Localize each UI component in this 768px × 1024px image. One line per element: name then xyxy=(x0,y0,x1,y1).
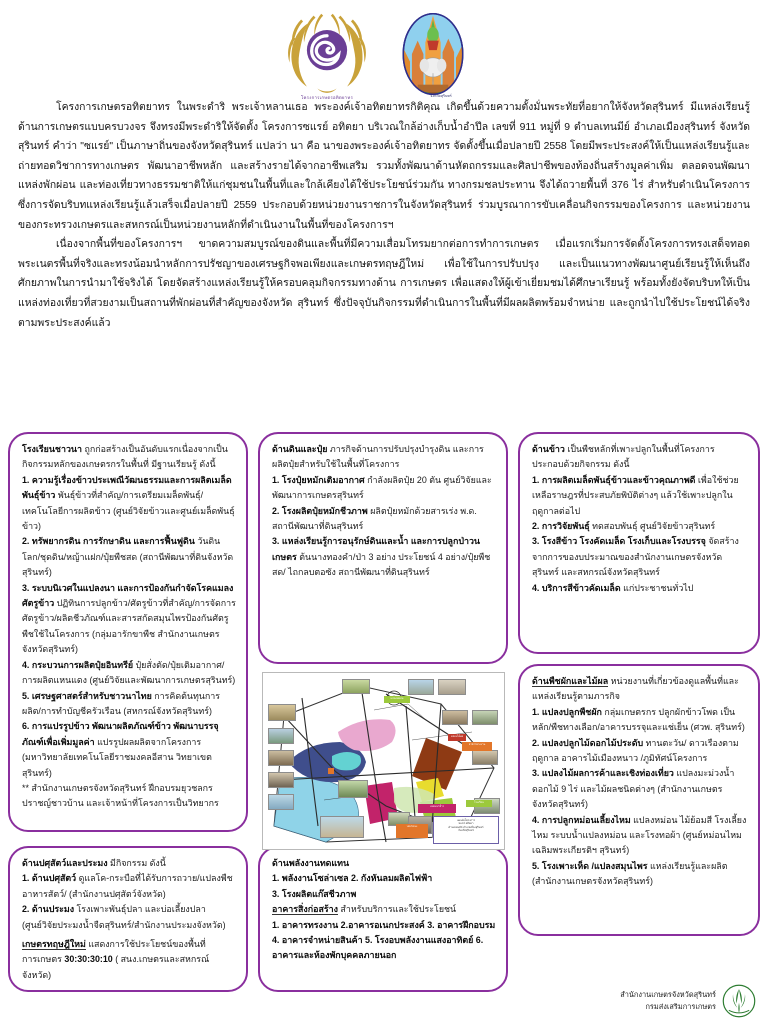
card-plants-item: 2. แปลงปลูกไม้ดอกไม้ประดับ ทานตะวัน/ ดาวเรืองตามฤดูกาล อาคารไม้เมืองหนาว /ภูมิทัศน์โครงการ xyxy=(532,737,739,764)
map-photo-thumbnail xyxy=(442,710,468,725)
map-legend-line3: จังหวัดสุรินทร์ xyxy=(458,829,474,833)
card-plants-title: ด้านพืชผักและไม้ผล xyxy=(532,676,609,686)
card-energy-title-row xyxy=(272,856,496,871)
card-soil-item: 2. โรงผลิตปุ๋ยหมักชีวภาพ ผลิตปุ๋ยหมักด้วยสารเร่ง พ.ด. สถานีพัฒนาที่ดินสุรินทร์ xyxy=(272,505,477,532)
card-livestock-footer: เกษตรทฤษฎีใหม่ แสดงการใช้ประโยชน์ของพื้นที่การเกษตร 30:30:30:10 ( สนง.เกษตรและสหกรณ์จังหวัด) xyxy=(22,939,210,980)
card-rice-item: 3. โรงสีข้าว โรงคัดเมล็ด โรงเก็บและโรงบรรจุ จัดสร้างจากการของบประมาณของสำนักงานเกษตรจังหวัดสุรินทร์ และสหกรณ์จังหวัดสุรินทร์ xyxy=(532,536,739,578)
card-energy-item: 1. พลังงานโซล่าเซล 2. กังหันลมผลิตไฟฟ้า xyxy=(272,873,433,884)
map-photo-thumbnail xyxy=(320,816,364,838)
map-photo-thumbnail xyxy=(342,679,370,694)
map-zone-label: อาคารทรงงาน xyxy=(462,742,492,751)
map-zone-label: แปลงนาข้าว xyxy=(418,804,456,813)
card-livestock-fishery xyxy=(8,846,248,992)
map-legend-line2: ตำบลเทนมีย์ อำเภอเมืองสุรินทร์ xyxy=(448,825,484,829)
map-photo-thumbnail xyxy=(408,679,434,695)
card-energy-subtitle: อาคารสิ่งก่อสร้าง xyxy=(272,904,338,915)
card-rice-item: 4. บริการสีข้าวคัดเมล็ด แก่ประชาชนทั่วไป xyxy=(532,582,694,593)
card-livestock-item: 2. ด้านประมง โรงเพาะพันธุ์ปลา และบ่อเลี้ยงปลา (ศูนย์วิจัยประมงน้ำจืดสุรินทร์/สำนักงานประมงจังหวัด) xyxy=(22,904,226,930)
surin-province-seal xyxy=(393,8,489,100)
map-zone-label: บ่อประมง xyxy=(396,824,428,838)
card-livestock-item: 1. ด้านปศุสัตว์ ดูแลโค-กระบือที่ได้รับการถวาย/แปลงพืชอาหารสัตว์/ (สำนักงานปศุสัตว์จังหวัด) xyxy=(22,873,233,899)
card-school-item: 3. ระบบนิเวศในแปลงนา และการป้องกันกำจัดโรคแมลงศัตรูข้าว ปฏิทินการปลูกข้าว/ศัตรูข้าวที่สำคัญ/การจัดการศัตรูข้าว/ผลิตชีวภัณฑ์และสารสกัดสมุนไพรป้องกันศัตรูพืชใช้ในโครงการ (กลุ่มอารักขาพืช สำนักงานเกษตรจังหวัดสุรินทร์) xyxy=(22,582,236,655)
card-school-lead xyxy=(22,442,236,473)
card-rice-title: ด้านข้าว xyxy=(532,444,565,454)
map-zone-label: แปลงหม่อน xyxy=(384,696,410,703)
intro-paragraph-2: เนื่องจากพื้นที่ของโครงการฯ ขาดความสมบูรณ์ของดินและพื้นที่มีความเสื่อมโทรมยากต่อการทำการเกษตร เมื่อแรกเริ่มการจัดตั้งโครงการทรงเสด็จทอดพระเนตรพื้นที่จริงและทรงน้อมนำหลักการปรัชญาของเศรษฐกิจพอเพียงและเกษตรทฤษฎีใหม่ เพื่อใช้ในการปรับปรุง และเป็นแนวทางพัฒนาศูนย์เรียนรู้ให้เห็นถึงศักยภาพในการนำมาใช้จริงได้ โดยจัดสร้างแหล่งเรียนรู้ให้ครอบคลุมกิจกรรมทางด้าน การเกษตร เพื่อแสดงให้ผู้เข้าเยี่ยมชมได้ศึกษาเรียนรู้ พร้อมทั้งยังจัดบริบทให้เป็นแหล่งท่องเที่ยวที่สวยงามเป็นสถานที่พักผ่อนที่สำคัญของจังหวัด สุรินทร์ ซึ่งปัจจุบันกิจกรรมที่ดำเนินการในพื้นที่มีผลผลิตพร้อมจำหน่าย และถูกนำไปใช้ประโยชน์ได้จริงตามพระประสงค์แล้ว xyxy=(18,239,750,329)
card-rice xyxy=(518,432,760,654)
map-photo-thumbnail xyxy=(472,710,498,725)
card-soil-item: 1. โรงปุ๋ยหมักเติมอากาศ กำลังผลิตปุ๋ย 20 ตัน ศูนย์วิจัยและพัฒนาการเกษตรสุรินทร์ xyxy=(272,474,492,501)
footer xyxy=(620,984,756,1018)
doae-seal xyxy=(722,984,756,1018)
card-plants-item: 1. แปลงปลูกพืชผัก กลุ่มเกษตรกร ปลูกผักข้าวโพด เป็นหลัก/พืชทางเลือก/อาคารบรรจุและแช่เย็น (ศวพ. สุรินทร์) xyxy=(532,706,745,733)
card-rice-item: 1. การผลิตเมล็ดพันธุ์ข้าวและข้าวคุณภาพดี เพื่อใช้ช่วยเหลือราษฎรที่ประสบภัยพิบัติต่างๆ แล้วใช้เพาะปลูกในฤดูกาลต่อไป xyxy=(532,474,739,516)
card-soil-item: 3. แหล่งเรียนรู้การอนุรักษ์ดินและน้ำ และการปลูกป่าวนเกษตร ต้นนางทองคำ/ป่า 3 อย่าง ประโยชน์ 4 อย่าง/ปุ๋ยพืชสด/ ไถกลบตอซัง สถานีพัฒนาที่ดินสุรินทร์ xyxy=(272,536,491,578)
card-school-intro: ถูกก่อสร้างเป็นอันดับแรกเนื่องจากเป็นกิจกรรมหลักของเกษตรกรในพื้นที่ มีฐานเรียนรู้ ดังนี้ xyxy=(22,444,228,470)
card-rice-item: 2. การวิจัยพันธุ์ ทดสอบพันธุ์ ศูนย์วิจัยข้าวสุรินทร์ xyxy=(532,521,716,532)
intro-paragraph-1: โครงการเกษตรอทิตยาทร ในพระดำริ พระเจ้าหลานเธอ พระองค์เจ้าอทิตยาทรกิติคุณ เกิดขึ้นด้วยความตั้งมั่นพระทัยที่อยากให้จังหวัดสุรินทร์ มีแหล่งเรียนรู้ด้านการเกษตรแบบครบวงจร จึงทรงมีพระดำริให้จัดตั้ง โครงการซแรย์ อทิตยา บริเวณใกล้อ่างเก็บน้ำอำปึล เลขที่ 911 หมู่ที่ 9 ตำบลเทนมีย์ อำเภอเมืองสุรินทร์ จังหวัดสุรินทร์ คำว่า "ซแรย์" เป็นภาษาถิ่นของจังหวัดสุรินทร์ แปลว่า นา คือ นาของพระองค์เจ้าอทิตยาทร จัดตั้งขึ้นเมื่อปลายปี 2558 โดยมีพระประสงค์ให้เป็นแหล่งเรียนรู้และถ่ายทอดวิชาการทางเกษตร พัฒนาอาชีพหลัก และสร้างรายได้จากอาชีพเสริม รวมทั้งพัฒนาด้านหัตถกรรมและศิลปาชีพของท้องถิ่นสร้างมูลค่าเพิ่ม ตลอดจนพัฒนาแหล่งพักผ่อน และท่องเที่ยวทางธรรมชาติให้แก่ชุมชนในพื้นที่และใกล้เคียงได้ใช้ประโยชน์ร่วมกัน ทางกรมชลประทาน จึงได้ถวายพื้นที่ 376 ไร่ สำหรับดำเนินโครงการ ซึ่งการจัดบริบทแหล่งเรียนรู้แล้วเสร็จเมื่อปลายปี 2559 ประกอบด้วยหน่วยงานราชการในจังหวัดสุรินทร์ ร่วมบูรณาการขับเคลื่อนกิจกรรมของโครงการ และหน่วยงานของกระทรวงเกษตรและสหกรณ์เป็นหน่วยงานหลักที่ดำเนินงานในพื้นที่ของโครงการฯ xyxy=(18,102,750,231)
introduction-text xyxy=(0,96,768,333)
card-school-item: 2. ทรัพยากรดิน การรักษาดิน และการฟื้นฟูดิน วันดินโลก/ชุดดิน/หญ้าแฝก/ปุ๋ยพืชสด (สถานีพัฒนาที่ดินจังหวัดสุรินทร์) xyxy=(22,536,234,578)
project-emblem xyxy=(279,8,375,100)
map-zone-label: แปลงไม้ผล xyxy=(448,734,466,741)
card-farmer-school xyxy=(8,432,248,832)
map-photo-thumbnail xyxy=(268,728,294,744)
footer-agency xyxy=(620,989,716,1013)
card-vegetables-fruits xyxy=(518,664,760,936)
card-school-note: ** สำนักงานเกษตรจังหวัดสุรินทร์ ฝึกอบรมยุวชลกร ปราชญ์ชาวบ้าน และเจ้าหน้าที่โครงการเป็นวิทยากร xyxy=(22,782,219,809)
card-livestock-title: ด้านปศุสัตว์และประมง xyxy=(22,858,108,868)
card-school-item: 1. ความรู้เรื่องข้าวประเพณีวัฒนธรรมและการผลิตเมล็ดพันธุ์ข้าว พันธุ์ข้าวที่สำคัญ/การเตรียมเมล็ดพันธุ์/เทคโนโลยีการผลิตข้าว (ศูนย์วิจัยข้าวและศูนย์เมล็ดพันธุ์ข้าว) xyxy=(22,474,235,532)
card-plants-item: 3. แปลงไม้ผลการค้าและเชิงท่องเที่ยว แปลงมะม่วงน้ำดอกไม้ 9 ไร่ และไม้ผลชนิดต่างๆ (สำนักงานเกษตรจังหวัดสุรินทร์) xyxy=(532,768,735,810)
province-seal-caption: จังหวัดสุรินทร์ xyxy=(430,94,452,98)
card-school-title: โรงเรียนชาวนา xyxy=(22,444,82,454)
card-energy-title: ด้านพลังงานทดแทน xyxy=(272,858,350,868)
map-legend-title: แผนผังโครงการ xyxy=(457,819,475,822)
map-photo-thumbnail xyxy=(268,750,294,766)
card-plants-item: 5. โรงเพาะเห็ด /แปลงสมุนไพร แหล่งเรียนรู้และผลิต (สำนักงานเกษตรจังหวัดสุรินทร์) xyxy=(532,860,728,887)
card-renewable-energy xyxy=(258,846,508,992)
card-plants-lead: ด้านพืชผักและไม้ผล หน่วยงานที่เกี่ยวข้องดูแลพื้นที่และแหล่งเรียนรู้ตามภารกิจ xyxy=(532,676,739,702)
map-photo-thumbnail xyxy=(268,794,294,810)
card-school-item: 4. กระบวนการผลิตปุ๋ยอินทรีย์ ปุ๋ยสั่งตัด/ปุ๋ยเติมอากาศ/การผลิตแหนแดง (ศูนย์วิจัยและพัฒนาการเกษตรสุรินทร์) xyxy=(22,659,236,686)
card-energy-item: 3. โรงผลิตแก๊สชีวภาพ xyxy=(272,888,357,899)
card-rice-lead: ด้านข้าว เป็นพืชหลักที่เพาะปลูกในพื้นที่โครงการ ประกอบด้วยกิจกรรม ดังนี้ xyxy=(532,444,715,470)
map-photo-thumbnail xyxy=(268,772,294,788)
project-site-map[interactable] xyxy=(262,672,505,850)
map-canvas xyxy=(266,676,501,846)
card-soil-title: ด้านดินและปุ๋ย xyxy=(272,444,328,454)
map-photo-thumbnail xyxy=(268,704,296,721)
header-logos xyxy=(0,0,768,100)
card-plants-item: 4. การปลูกหม่อนเลี้ยงไหม แปลงหม่อน ไม้ย้อมสี โรงเลี้ยงไหม ระบบน้ำแปลงหม่อน และโรงทอผ้า (ศูนย์หม่อนไหมเฉลิมพระเกียรติฯ สุรินทร์) xyxy=(532,814,747,856)
card-energy-sub-lead: อาคารสิ่งก่อสร้าง สำหรับบริการและใช้ประโยชน์ xyxy=(272,904,457,915)
card-soil-fertilizer xyxy=(258,432,508,664)
footer-line-1: สำนักงานเกษตรจังหวัดสุรินทร์ xyxy=(620,990,716,999)
card-soil-lead: ด้านดินและปุ๋ย ภารกิจด้านการปรับปรุงบำรุงดิน และการผลิตปุ๋ยสำหรับใช้ในพื้นที่โครงการ xyxy=(272,444,484,470)
project-logo-caption: โครงการเกษตรอทิตยาทร xyxy=(300,95,353,100)
map-photo-thumbnail xyxy=(472,750,498,765)
card-energy-sub-body: 1. อาคารทรงงาน 2.อาคารอเนกประสงค์ 3. อาคารฝึกอบรม 4. อาคารจำหน่ายสินค้า 5. โรงอบพลังงานแสงอาทิตย์ 6. อาคารและห้องพักบุคคลภายนอก xyxy=(272,919,496,961)
map-photo-thumbnail xyxy=(338,780,368,798)
map-photo-thumbnail xyxy=(438,679,466,695)
card-school-item: 6. การแปรรูปข้าว พัฒนาผลิตภัณฑ์ข้าว พัฒนาบรรจุภัณฑ์เพื่อเพิ่มมูลค่า แปรรูปผลผลิตจากโครงการ (มหาวิทยาลัยเทคโนโลยีราชมงคลอีสาน วิทยาเขตสุรินทร์) xyxy=(22,721,219,778)
map-zone-label: โรงเรือน xyxy=(466,800,492,807)
footer-line-2: กรมส่งเสริมการเกษตร xyxy=(645,1002,716,1011)
card-school-item: 5. เศรษฐศาสตร์สำหรับชาวนาไทย การคิดต้นทุนการผลิต/การทำบัญชีครัวเรือน (สหกรณ์จังหวัดสุรินทร์) xyxy=(22,690,220,716)
map-legend-line1: ซแรย์ อทิตยา xyxy=(458,822,474,826)
card-livestock-lead: ด้านปศุสัตว์และประมง มีกิจกรรม ดังนี้ xyxy=(22,858,166,868)
map-legend xyxy=(433,816,499,844)
